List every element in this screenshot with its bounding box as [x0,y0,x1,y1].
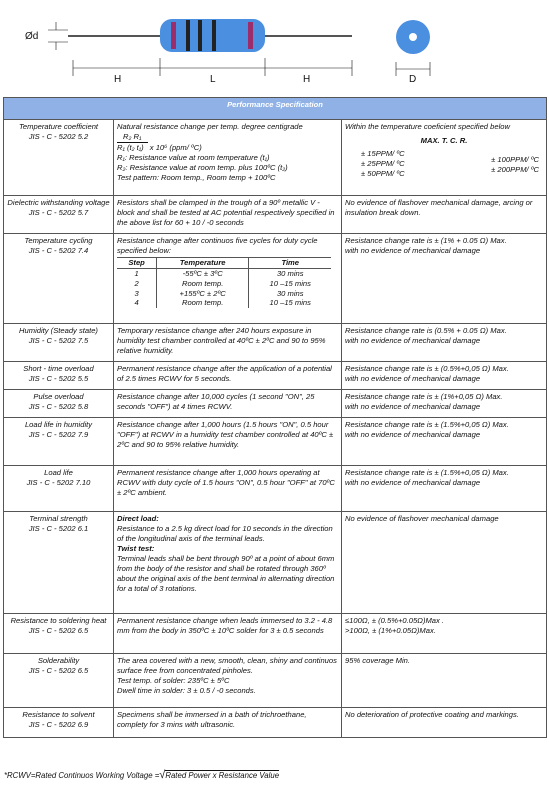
time-header: Time [249,258,332,269]
end-view-diameter: D [409,74,417,85]
color-band-4 [212,20,216,51]
color-band-1 [171,22,176,49]
test-result: 95% coverage Min. [342,654,547,708]
table-row [4,324,547,362]
formula-numerator: R₂ R₁ [123,132,142,142]
table-row: 3 +155ºC ± 2ºC 30 mins [117,289,331,299]
test-condition: Permanent resistance change after the application of a potential of 2.5 times RCWV for 5 seconds. [114,362,342,390]
test-condition: Natural resistance change per temp. degree centigrade R₂ R₁ R₁ (t₂ t₁) x 10⁶ (ppm/ ºC) R₁: Resistance value at room temperature (t₁) R₂: Resistance value at room temp. plus 100ºC (t₂) Test pattern: Room temp., Room temp + 100ºC [114,120,342,196]
table-row [4,120,547,196]
temperature-header: Temperature [157,258,249,269]
max-tcr-heading: MAX. T. C. R. [420,136,468,146]
test-name: Solderability JIS - C - 5202 6.5 [4,654,114,708]
table-row [4,614,547,654]
test-name: Short - time overload JIS - C - 5202 5.5 [4,362,114,390]
test-name: Dielectric withstanding voltage JIS - C - 5202 5.7 [4,196,114,234]
test-condition: Resistors shall be clamped in the trough of a 90º metallic V - block and shall be tested at AC potential respectively specified in the above list for 60 + 10 / -0 seconds [114,196,342,234]
test-name: Pulse overload JIS - C - 5202 5.8 [4,390,114,418]
body-length: L [210,74,216,85]
test-condition: Permanent resistance change when leads immersed to 3.2 - 4.8 mm from the body in 350ºC ± 10ºC solder for 3 ± 0.5 seconds [114,614,342,654]
test-name: Load life in humidity JIS - C - 5202 7.9 [4,418,114,466]
test-result: Resistance change rate is ± (1%+0,05 Ω) Max. with no evidence of mechanical damage [342,390,547,418]
test-condition: Resistance change after continuos five cycles for duty cycle specified below: Step Temperature Time 1 -55ºC ± 3ºC 30 mins 2 Room temp. 10 –15 mins 3 +155ºC ± 2ºC 30 mins 4 Room temp. 10 –15 mins [114,234,342,324]
test-condition: Direct load: Resistance to a 2.5 kg direct load for 10 seconds in the direction of the longitudinal axis of the terminal leads. Twist test: Terminal leads shall be bent through 90º at a point of about 6mm from the body of the resistor and shall be rotated through 360º about the original axis of the bent terminal in alternating direction for a total of 3 rotations. [114,512,342,614]
test-result: Resistance change rate is ± (1% + 0.05 Ω) Max. with no evidence of mechanical damage [342,234,547,324]
test-name: Resistance to soldering heat JIS - C - 5202 6.5 [4,614,114,654]
test-result: No evidence of flashover mechanical damage, arcing or insulation break down. [342,196,547,234]
test-result: Within the temperature coeficient specified below MAX. T. C. R. ± 15PPM/ ºC ± 25PPM/ ºC ± 50PPM/ ºC ± 100PPM/ ºC ± 200PPM/ ºC [342,120,547,196]
lead-length-left: H [114,74,122,85]
test-result: No evidence of flashover mechanical damage [342,512,547,614]
lead-length-right: H [303,74,311,85]
table-row [4,390,547,418]
test-name: Temperature coefficient JIS - C - 5202 5.2 [4,120,114,196]
direct-load-heading: Direct load: [117,514,159,523]
test-name: Load life JIS - C - 5202 7.10 [4,466,114,512]
color-band-3 [198,20,202,51]
end-view-hole [409,33,417,41]
test-condition: Resistance change after 10,000 cycles (1 second "ON", 25 seconds "OFF") at 4 times RCWV. [114,390,342,418]
resistor-dimension-diagram [0,0,549,92]
table-title: Performance Specification [4,98,547,120]
table-row: 2 Room temp. 10 –15 mins [117,279,331,289]
test-result: No deterioration of protective coating and markings. [342,708,547,738]
square-root-icon: √ [159,769,166,781]
test-result: Resistance change rate is ± (1.5%+0,05 Ω) Max. with no evidence of mechanical damage [342,418,547,466]
test-condition: Resistance change after 1,000 hours (1.5 hours "ON", 0.5 hour "OFF") at RCWV in a humidity test chamber controlled at 40ºC ± 2ºC and 90 to 95% relative humidity. [114,418,342,466]
test-result: ≤100Ω, ± (0.5%+0.05Ω)Max . >100Ω, ± (1%+0.05Ω)Max. [342,614,547,654]
test-condition: Permanent resistance change after 1,000 hours operating at RCWV with duty cycle of 1.5 hours "ON", 0.5 hour "OFF" at 70ºC ± 2ºC ambient. [114,466,342,512]
test-name: Terminal strength JIS - C - 5202 6.1 [4,512,114,614]
table-row [4,196,547,234]
test-result: Resistance change rate is (0.5% + 0.05 Ω) Max. with no evidence of mechanical damage [342,324,547,362]
test-result: Resistance change rate is ± (0.5%+0,05 Ω) Max. with no evidence of mechanical damage [342,362,547,390]
test-name: Humidity (Steady state) JIS - C - 5202 7.5 [4,324,114,362]
twist-test-heading: Twist test: [117,544,155,554]
table-row [4,234,547,324]
test-condition: Temporary resistance change after 240 hours exposure in humidity test chamber controlled at 40ºC ± 2ºC and 90 to 95% relative humidity. [114,324,342,362]
rcwv-footnote: *RCWV=Rated Continuos Working Voltage =√Rated Power x Resistance Value [4,769,280,781]
color-band-2 [186,20,190,51]
formula-denominator: R₁ (t₂ t₁) x 10⁶ (ppm/ ºC) [117,143,202,153]
table-row [4,512,547,614]
step-header: Step [117,258,157,269]
test-condition: The area covered with a new, smooth, clean, shiny and continuos surface free from concentrated pinholes. Test temp. of solder: 235ºC ± 5ºC Dwell time in solder: 3 ± 0.5 / -0 seconds. [114,654,342,708]
diameter-label: Ød [25,31,39,42]
table-row [4,654,547,708]
test-result: Resistance change rate is ± (1.5%+0,05 Ω) Max. with no evidence of mechanical damage [342,466,547,512]
table-row [4,466,547,512]
duty-cycle-table [117,257,331,308]
test-condition: Specimens shall be immersed in a bath of trichroethane, complety for 3 mins with ultrasonic. [114,708,342,738]
test-name: Resistance to solvent JIS - C - 5202 6.9 [4,708,114,738]
test-name: Temperature cycling JIS - C - 5202 7.4 [4,234,114,324]
table-row [4,708,547,738]
table-row: 1 -55ºC ± 3ºC 30 mins [117,268,331,278]
table-row [4,362,547,390]
table-row: 4 Room temp. 10 –15 mins [117,298,331,308]
color-band-5 [248,22,253,49]
performance-spec-table [3,97,547,738]
table-row [4,418,547,466]
